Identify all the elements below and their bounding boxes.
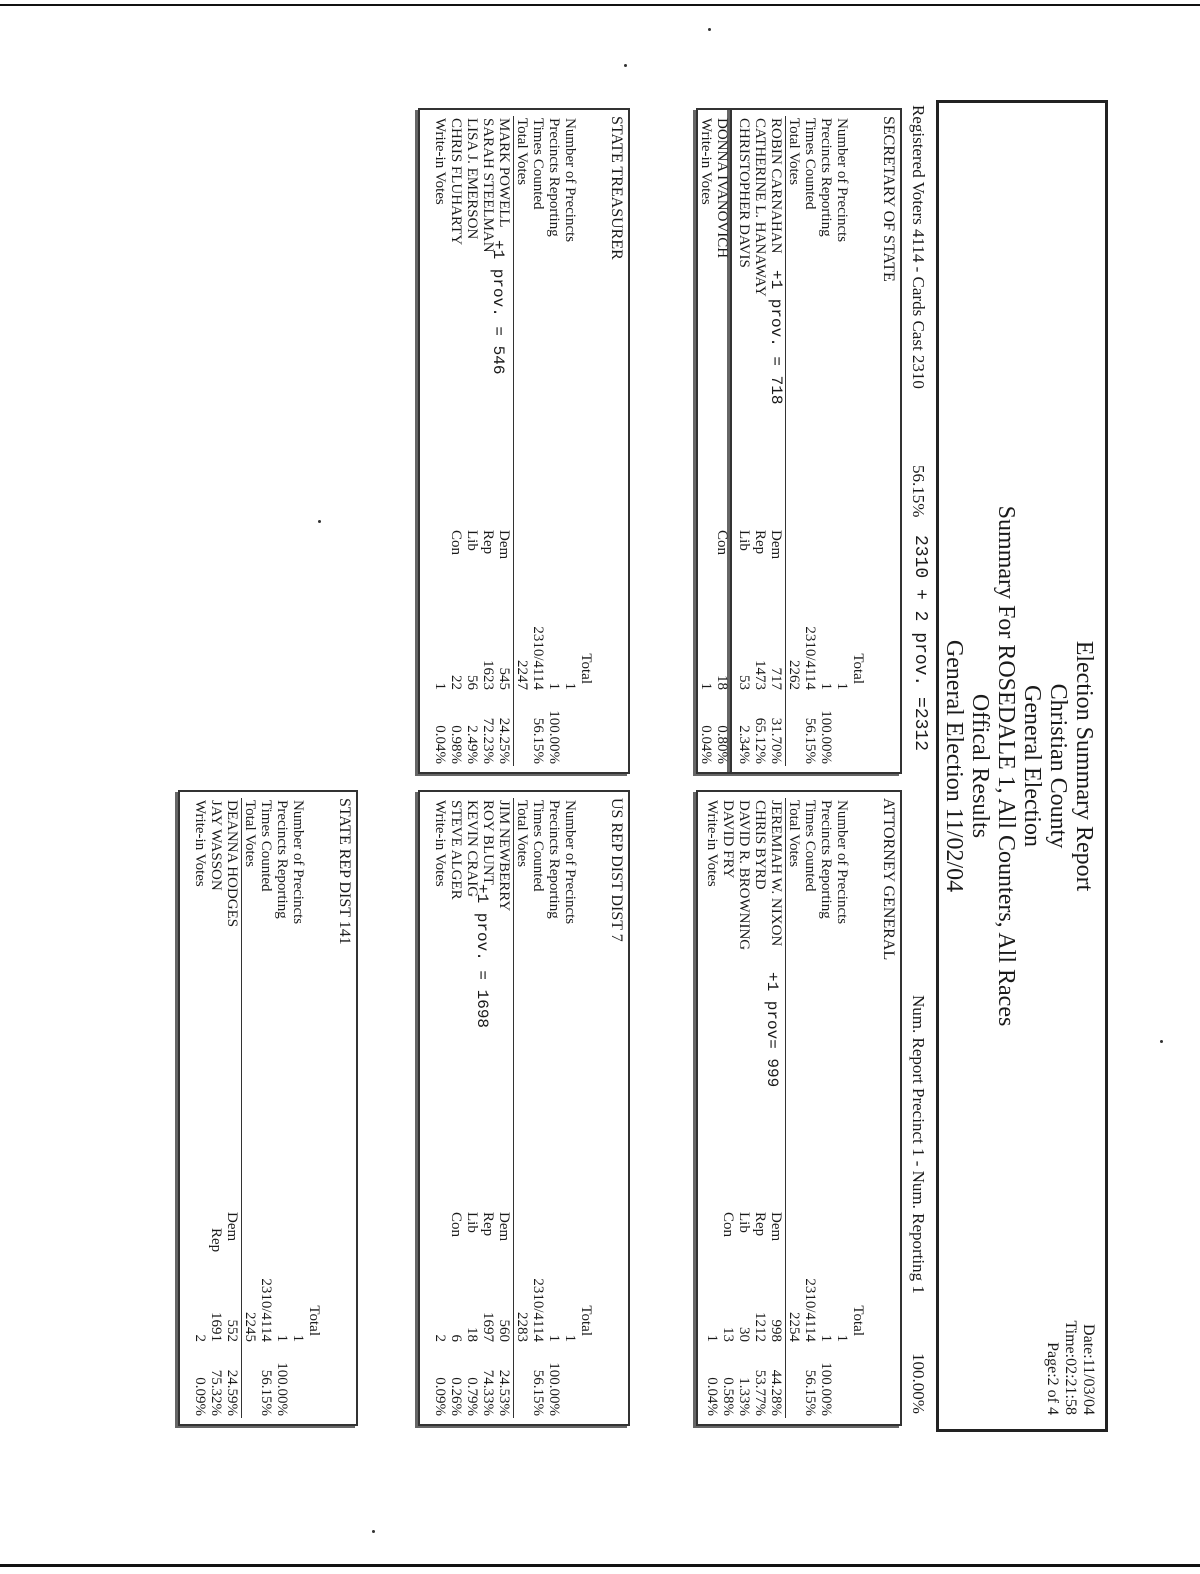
- row-count: 1: [290, 1334, 306, 1342]
- row-label: Precincts Reporting: [818, 800, 834, 919]
- candidate-name: Write-in Votes: [698, 118, 714, 205]
- row-pct: 56.15%: [530, 1369, 546, 1416]
- handwritten-provisional-note: +1 prov= 999: [763, 972, 781, 1088]
- row-count: 2310/4114: [802, 1278, 818, 1342]
- candidate-pct: 2.49%: [464, 725, 480, 764]
- candidate-name: DONNA IVANOVICH: [714, 118, 730, 259]
- candidate-votes: 53: [736, 675, 752, 690]
- row-label: Number of Precincts: [834, 800, 850, 925]
- row-count: 1: [274, 1334, 290, 1342]
- row-label: Number of Precincts: [562, 800, 578, 925]
- summary-line: Summary For ROSEDALE 1, All Counters, All Races: [993, 505, 1019, 1027]
- row-label: Precincts Reporting: [274, 800, 290, 919]
- row-label: Total Votes: [242, 800, 258, 868]
- divider: [785, 798, 786, 1418]
- row-pct: 100.00%: [818, 710, 834, 764]
- turnout-pct: 56.15%: [909, 465, 928, 518]
- row-label: Number of Precincts: [562, 118, 578, 243]
- row-count: 1: [546, 1334, 562, 1342]
- candidate-pct: 0.98%: [448, 725, 464, 764]
- candidate-party: Dem: [496, 530, 512, 560]
- candidate-votes: 2: [432, 1334, 448, 1342]
- candidate-party: Dem: [768, 1212, 784, 1242]
- row-label: Precincts Reporting: [546, 118, 562, 237]
- row-pct: 56.15%: [258, 1369, 274, 1416]
- candidate-name: JAY WASSON: [208, 800, 224, 891]
- race-state-treasurer: [418, 108, 630, 774]
- candidate-pct: 0.09%: [192, 1377, 208, 1416]
- race-secretary-of-state: [730, 108, 902, 774]
- candidate-pct: 24.53%: [496, 1369, 512, 1416]
- candidate-votes: 56: [464, 675, 480, 690]
- candidate-pct: 1.33%: [736, 1377, 752, 1416]
- race-us-rep-dist-7: [418, 790, 630, 1426]
- row-count: 1: [818, 682, 834, 690]
- row-count: 1: [562, 682, 578, 690]
- county-name: Christian County: [1045, 683, 1071, 849]
- candidate-votes: 1: [698, 682, 714, 690]
- candidate-pct: 2.34%: [736, 725, 752, 764]
- candidate-pct: 24.59%: [224, 1369, 240, 1416]
- candidate-name: ROBIN CARNAHAN: [768, 118, 784, 254]
- row-count: 2254: [786, 1312, 802, 1342]
- candidate-party: Con: [448, 530, 464, 556]
- candidate-votes: 545: [496, 667, 512, 690]
- candidate-party: Rep: [752, 1212, 768, 1237]
- candidate-pct: 0.04%: [698, 725, 714, 764]
- candidate-pct: 75.32%: [208, 1369, 224, 1416]
- race-secretary-of-state-lower: [696, 108, 730, 774]
- row-count: 1: [818, 1334, 834, 1342]
- row-pct: 100.00%: [546, 710, 562, 764]
- total-column-header: Total: [850, 1305, 866, 1336]
- row-count: 2247: [514, 660, 530, 690]
- handwritten-provisional-note: +1 prov. = 718: [767, 270, 785, 405]
- handwritten-provisional-note: +1 prov. = 546: [489, 240, 507, 375]
- candidate-name: JIM NEWBERRY: [496, 800, 512, 912]
- row-label: Number of Precincts: [834, 118, 850, 243]
- candidate-pct: 74.33%: [480, 1369, 496, 1416]
- candidate-party: Con: [448, 1212, 464, 1238]
- candidate-name: ROY BLUNT: [480, 800, 496, 885]
- candidate-name: JEREMIAH W. NIXON: [768, 800, 784, 947]
- row-pct: 56.15%: [530, 717, 546, 764]
- registration-line: [906, 105, 928, 1425]
- candidate-name: KEVIN CRAIG: [464, 800, 480, 898]
- candidate-pct: 65.12%: [752, 717, 768, 764]
- candidate-pct: 0.26%: [448, 1377, 464, 1416]
- candidate-party: Dem: [768, 530, 784, 560]
- divider: [513, 798, 514, 1418]
- candidate-party: Rep: [480, 1212, 496, 1237]
- candidate-party: Con: [714, 530, 730, 556]
- candidate-name: MARK POWELL: [496, 118, 512, 228]
- race-title: ATTORNEY GENERAL: [880, 798, 897, 961]
- candidate-party: Lib: [464, 530, 480, 551]
- row-count: 2283: [514, 1312, 530, 1342]
- row-label: Total Votes: [514, 800, 530, 868]
- candidate-pct: 72.23%: [480, 717, 496, 764]
- report-title: Election Summary Report: [1071, 640, 1097, 892]
- row-label: Times Counted: [530, 118, 546, 210]
- row-pct: 100.00%: [818, 1362, 834, 1416]
- row-label: Precincts Reporting: [818, 118, 834, 237]
- report-header: [936, 100, 1108, 1432]
- candidate-votes: 1: [704, 1334, 720, 1342]
- race-title: SECRETARY OF STATE: [880, 116, 897, 282]
- handwritten-provisional-note: +1 prov. = 1698: [473, 884, 491, 1029]
- candidate-votes: 1691: [208, 1312, 224, 1342]
- row-label: Number of Precincts: [290, 800, 306, 925]
- row-label: Total Votes: [786, 800, 802, 868]
- candidate-votes: 2: [192, 1334, 208, 1342]
- candidate-name: LISA J. EMERSON: [464, 118, 480, 240]
- candidate-name: CHRISTOPHER DAVIS: [736, 118, 752, 268]
- row-count: 2310/4114: [258, 1278, 274, 1342]
- election-name: General Election: [1019, 685, 1045, 847]
- row-pct: 56.15%: [802, 1369, 818, 1416]
- candidate-votes: 552: [224, 1319, 240, 1342]
- candidate-name: STEVE ALGER: [448, 800, 464, 900]
- candidate-name: DEANNA HODGES: [224, 800, 240, 928]
- race-title: STATE REP DIST 141: [336, 798, 353, 945]
- row-count: 1: [562, 1334, 578, 1342]
- candidate-votes: 717: [768, 667, 784, 690]
- candidate-pct: 0.80%: [714, 725, 730, 764]
- candidate-pct: 0.04%: [432, 725, 448, 764]
- candidate-name: Write-in Votes: [432, 118, 448, 205]
- row-label: Times Counted: [530, 800, 546, 892]
- row-count: 1: [546, 682, 562, 690]
- row-count: 2310/4114: [802, 626, 818, 690]
- race-title: STATE TREASURER: [608, 116, 625, 260]
- row-count: 2262: [786, 660, 802, 690]
- handwritten-provisional-note: 2310 + 2 prov. =2312: [910, 535, 930, 752]
- header-titles: [941, 103, 1097, 1429]
- row-count: 1: [834, 682, 850, 690]
- header-meta: [1043, 1320, 1097, 1415]
- race-title: US REP DIST DIST 7: [608, 798, 625, 942]
- candidate-pct: 24.25%: [496, 717, 512, 764]
- candidate-pct: 44.28%: [768, 1369, 784, 1416]
- divider: [241, 798, 242, 1418]
- row-label: Total Votes: [786, 118, 802, 186]
- race-attorney-general: [696, 790, 902, 1426]
- election-date: General Election 11/02/04: [941, 639, 967, 893]
- row-pct: 56.15%: [802, 717, 818, 764]
- candidate-party: Lib: [736, 1212, 752, 1233]
- row-count: 2245: [242, 1312, 258, 1342]
- candidate-votes: 560: [496, 1319, 512, 1342]
- precincts-reporting-line: Num. Report Precinct 1 - Num. Reporting 1: [909, 995, 928, 1294]
- race-state-rep-dist-141: [178, 790, 358, 1426]
- total-column-header: Total: [850, 653, 866, 684]
- candidate-votes: 18: [714, 675, 730, 690]
- row-label: Times Counted: [802, 118, 818, 210]
- precincts-reporting-pct: 100.00%: [909, 1353, 928, 1414]
- candidate-name: Write-in Votes: [192, 800, 208, 887]
- candidate-pct: 53.77%: [752, 1369, 768, 1416]
- candidate-party: Lib: [736, 530, 752, 551]
- divider: [513, 116, 514, 766]
- row-pct: 100.00%: [274, 1362, 290, 1416]
- candidate-name: DAVID R. BROWNING: [736, 800, 752, 951]
- candidate-votes: 1: [432, 682, 448, 690]
- candidate-name: SARAH STEELMAN: [480, 118, 496, 253]
- candidate-votes: 6: [448, 1334, 464, 1342]
- candidate-votes: 13: [720, 1327, 736, 1342]
- candidate-votes: 1212: [752, 1312, 768, 1342]
- candidate-party: Rep: [208, 1228, 224, 1253]
- row-pct: 100.00%: [546, 1362, 562, 1416]
- candidate-name: DAVID FRY: [720, 800, 736, 879]
- report-date: Date:11/03/04: [1080, 1324, 1097, 1415]
- candidate-party: Dem: [496, 1212, 512, 1242]
- results-status: Offical Results: [967, 693, 993, 839]
- total-column-header: Total: [578, 1305, 594, 1336]
- candidate-name: Write-in Votes: [704, 800, 720, 887]
- candidate-party: Lib: [464, 1212, 480, 1233]
- candidate-votes: 18: [464, 1327, 480, 1342]
- registered-voters: Registered Voters 4114 - Cards Cast 2310: [909, 105, 928, 389]
- row-label: Precincts Reporting: [546, 800, 562, 919]
- candidate-name: Write-in Votes: [432, 800, 448, 887]
- candidate-pct: 0.04%: [704, 1377, 720, 1416]
- candidate-votes: 30: [736, 1327, 752, 1342]
- row-count: 2310/4114: [530, 626, 546, 690]
- candidate-party: Dem: [224, 1212, 240, 1242]
- candidate-pct: 0.58%: [720, 1377, 736, 1416]
- row-count: 1: [834, 1334, 850, 1342]
- divider: [785, 116, 786, 766]
- candidate-party: Rep: [752, 530, 768, 555]
- candidate-votes: 22: [448, 675, 464, 690]
- candidate-votes: 1697: [480, 1312, 496, 1342]
- candidate-name: CHRIS FLUHARTY: [448, 118, 464, 246]
- candidate-party: Con: [720, 1212, 736, 1238]
- candidate-votes: 1623: [480, 660, 496, 690]
- page-number: Page:2 of 4: [1044, 1342, 1061, 1415]
- total-column-header: Total: [306, 1305, 322, 1336]
- candidate-name: CATHERINE L. HANAWAY: [752, 118, 768, 297]
- row-label: Times Counted: [258, 800, 274, 892]
- candidate-party: Rep: [480, 530, 496, 555]
- report-time: Time:02:21:58: [1062, 1320, 1079, 1415]
- candidate-pct: 0.09%: [432, 1377, 448, 1416]
- candidate-pct: 31.70%: [768, 717, 784, 764]
- row-label: Times Counted: [802, 800, 818, 892]
- row-count: 2310/4114: [530, 1278, 546, 1342]
- candidate-pct: 0.79%: [464, 1377, 480, 1416]
- total-column-header: Total: [578, 653, 594, 684]
- row-label: Total Votes: [514, 118, 530, 186]
- candidate-votes: 998: [768, 1319, 784, 1342]
- candidate-name: CHRIS BYRD: [752, 800, 768, 890]
- candidate-votes: 1473: [752, 660, 768, 690]
